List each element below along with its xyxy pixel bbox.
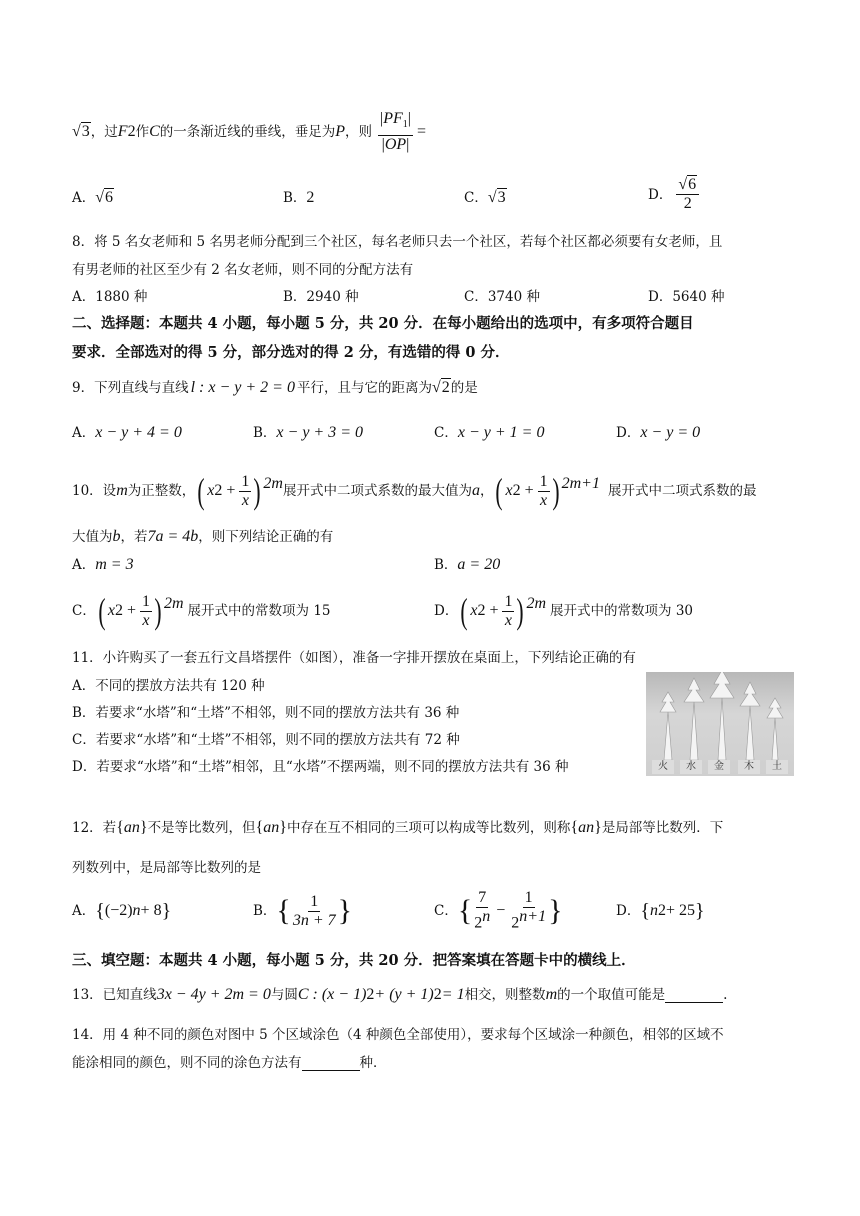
q9-option-d: D．x − y = 0 (616, 424, 701, 441)
section2-heading-line2: 要求．全部选对的得 5 分，部分选对的得 2 分，有选错的得 0 分． (72, 344, 510, 361)
photo-label-wood: 木 (738, 760, 760, 774)
q8-option-a: A．1880 种 (72, 289, 148, 305)
q8-line1: 8．将 5 名女老师和 5 名男老师分配到三个社区，每名老师只去一个社区，若每个社区都必须要有女老师，且 (72, 234, 723, 250)
binomial-expr-1: ( x 2 + $\frac{1}{x}$ ) 2m (197, 471, 283, 511)
photo-label-earth: 土 (766, 760, 788, 774)
q12-option-c: C． { $\frac{7}{2^n}$ − $\frac{1}{2^{n+1}}$ } (434, 889, 563, 932)
q8-option-b: B．2940 种 (283, 289, 359, 305)
sqrt-3: √3 (72, 123, 90, 140)
q11-option-d: D．若要求“水塔”和“土塔”相邻，且“水塔”不摆两端，则不同的摆放方法共有 36 种 (72, 759, 569, 775)
q9-option-a: A．x − y + 4 = 0 (72, 424, 182, 441)
q10-option-c: C． ( x 2 + $\frac{1}{x}$ ) 2m 展开式中的常数项为 15 (72, 591, 331, 631)
ratio-fraction: $\frac{|PF_1|}{|OP|}$ (380, 110, 411, 153)
q7-option-c: C．√3 (464, 189, 506, 206)
q12-option-b: B． { $\frac{1}{3n + 7}$ } (253, 892, 353, 929)
q12-stem-line1: 12．若 { a n } 不是等比数列，但 { a n } 中存在互不相同的三项可以构成等比数列，则称 { a n } 是局部等比数列．下 (72, 819, 724, 836)
q14-line1: 14．用 4 种不同的颜色对图中 5 个区域涂色（4 种颜色全部使用），要求每个区域涂一种颜色，相邻的区域不 (72, 1027, 724, 1043)
q10-option-d: D． ( x 2 + $\frac{1}{x}$ ) 2m 展开式中的常数项为 30 (434, 591, 694, 631)
q10-stem-line2: 大值为 b ，若 7a = 4b ，则下列结论正确的有 (72, 528, 334, 545)
q7-option-b: B．2 (283, 189, 315, 206)
q11-stem: 11．小许购买了一套五行文昌塔摆件（如图），准备一字排开摆放在桌面上，下列结论正确的有 (72, 650, 636, 666)
q11-option-c: C．若要求“水塔”和“土塔”不相邻，则不同的摆放方法共有 72 种 (72, 732, 460, 748)
q8-option-c: C．3740 种 (464, 289, 540, 305)
q10-stem-line1: 10．设 m 为正整数， ( x 2 + $\frac{1}{x}$ ) 2m 展开式中二项式系数的最大值为 a ， ( x 2 + $\frac{1}{x}$ ) 2m+1 展开式中二项式系数的最 (72, 471, 757, 511)
q10-option-a: A．m = 3 (72, 556, 134, 573)
q7-option-a: A．√6 (72, 189, 114, 206)
pagoda-photo (646, 672, 794, 776)
q8-line2: 有男老师的社区至少有 2 名女老师，则不同的分配方法有 (72, 262, 414, 278)
q9-option-b: B．x − y + 3 = 0 (253, 424, 364, 441)
binomial-expr-2: ( x 2 + $\frac{1}{x}$ ) 2m+1 (495, 471, 600, 511)
q9-option-c: C．x − y + 1 = 0 (434, 424, 545, 441)
q14-line2: 能涂相同的颜色，则不同的涂色方法有 种． (72, 1055, 387, 1071)
q10-option-b: B．a = 20 (434, 556, 501, 573)
answer-blank-q14[interactable] (302, 1056, 360, 1071)
photo-label-fire: 火 (652, 760, 674, 774)
q12-option-d: D． { n 2 + 25 } (616, 900, 705, 922)
section2-heading-line1: 二、选择题：本题共 4 小题，每小题 5 分，共 20 分．在每小题给出的选项中，有多项符合题目 (72, 315, 694, 332)
answer-blank-q13[interactable] (665, 988, 723, 1003)
photo-label-water: 水 (680, 760, 702, 774)
q9-stem: 9．下列直线与直线 l : x − y + 2 = 0 平行，且与它的距离为 √2 的是 (72, 379, 478, 396)
q12-stem-line2: 列数列中，是局部等比数列的是 (72, 860, 261, 876)
photo-label-metal: 金 (708, 760, 730, 774)
q11-option-b: B．若要求“水塔”和“土塔”不相邻，则不同的摆放方法共有 36 种 (72, 705, 460, 721)
section3-heading: 三、填空题：本题共 4 小题，每小题 5 分，共 20 分．把答案填在答题卡中的横线上． (72, 952, 636, 969)
q8-option-d: D．5640 种 (648, 289, 725, 305)
q13-stem: 13．已知直线 3x − 4y + 2m = 0 与圆 C : (x − 1) 2 + (y + 1) 2 = 1 相交，则整数 m 的一个取值可能是 . (72, 986, 728, 1003)
q7-stem-tail: √3 ，过 F 2 作 C 的一条渐近线的垂线，垂足为 P ，则 $\frac{|PF_1|}{|OP|}$ = (72, 110, 426, 153)
q11-option-a: A．不同的摆放方法共有 120 种 (72, 678, 265, 694)
q7-option-d: D． $\frac{√6}{2}$ (648, 176, 699, 213)
q12-option-a: A． { (−2) n + 8 } (72, 900, 172, 922)
